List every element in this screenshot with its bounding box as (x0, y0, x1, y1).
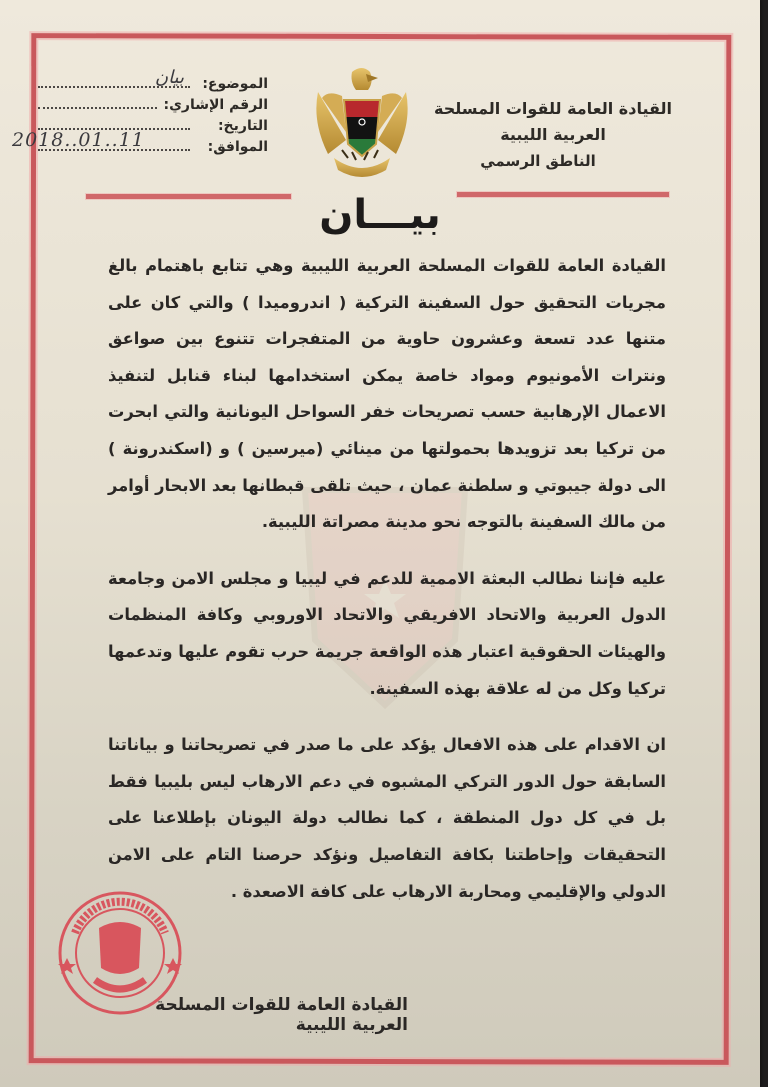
reference-number-field (38, 95, 268, 116)
subject-label: الموضوع: (202, 76, 268, 92)
paragraph-1: القيادة العامة للقوات المسلحة العربية الليبية وهي تتابع باهتمام بالغ مجريات التحقيق حول السفينة التركية ( اندروميدا ) والتي كان على متنها عدد تسعة وعشرون حاوية من المتفجرات تتنوع بين صواعق ونترات الأمونيوم ومواد خاصة يمكن استخدامها لبناء قنابل لتنفيذ الاعمال الإرهابية حسب تصريحات خفر السواحل اليونانية والتي ابحرت من تركيا بعد تزويدها بحمولتها من مينائي (ميرسين ) و (اسكندرونة ) الى دولة جيبوتي و سلطنة عمان ، حيث تلقى قبطانها بعد الابحار أوامر من مالك السفينة بالتوجه نحو مدينة مصراتة الليبية. (108, 256, 666, 532)
date-label: التاريخ: (217, 118, 268, 134)
corresponding-date-label: الموافق: (207, 139, 268, 155)
letterhead (428, 96, 678, 174)
subject-field (38, 67, 268, 95)
paragraph-2: عليه فإننا نطالب البعثة الاممية للدعم في ليبيا و مجلس الامن وجامعة الدول العربية والاتحاد الافريقي والاتحاد الاوروبي وكافة المنظمات والهيئات الحقوقية اعتبار هذه الواقعة جريمة حرب تقوم عليها وتدعمها تركيا وكل من له علاقة بهذه السفينة. (108, 568, 666, 698)
corresponding-date-line (12, 129, 190, 151)
document-title: بيـــان (319, 192, 441, 238)
paragraph-3: ان الاقدام على هذه الافعال يؤكد على ما صدر في تصريحاتنا و بياناتنا السابقة حول الدور التركي المشبوه في دعم الارهاب ليس بليبيا فقط بل في كل دول المنطقة ، كما نطالب دولة اليونان بإطلاعنا على التحقيقات وإحاطتنا بكافة التفاصيل ونؤكد حرصنا التام على الامن الدولي والإقليمي ومحاربة الارهاب على كافة الاصعدة . (108, 735, 666, 901)
eagle-emblem-icon (308, 62, 416, 180)
corresponding-date-value: 2018..01..11 (12, 129, 145, 151)
reference-fields (12, 67, 268, 158)
statement-body (108, 248, 666, 930)
reference-number-line (38, 95, 157, 109)
subject-value-line (38, 67, 190, 88)
office-name: الناطق الرسمي (480, 152, 596, 170)
organization-name: القيادة العامة للقوات المسلحة العربية الليبية (434, 99, 672, 144)
date-line (38, 116, 190, 130)
subject-value: بيان (154, 67, 184, 88)
signature-line: القيادة العامة للقوات المسلحة العربية الليبية (155, 995, 408, 1035)
corresponding-date-field (12, 129, 268, 158)
reference-number-label: الرقم الإشاري: (163, 97, 268, 113)
